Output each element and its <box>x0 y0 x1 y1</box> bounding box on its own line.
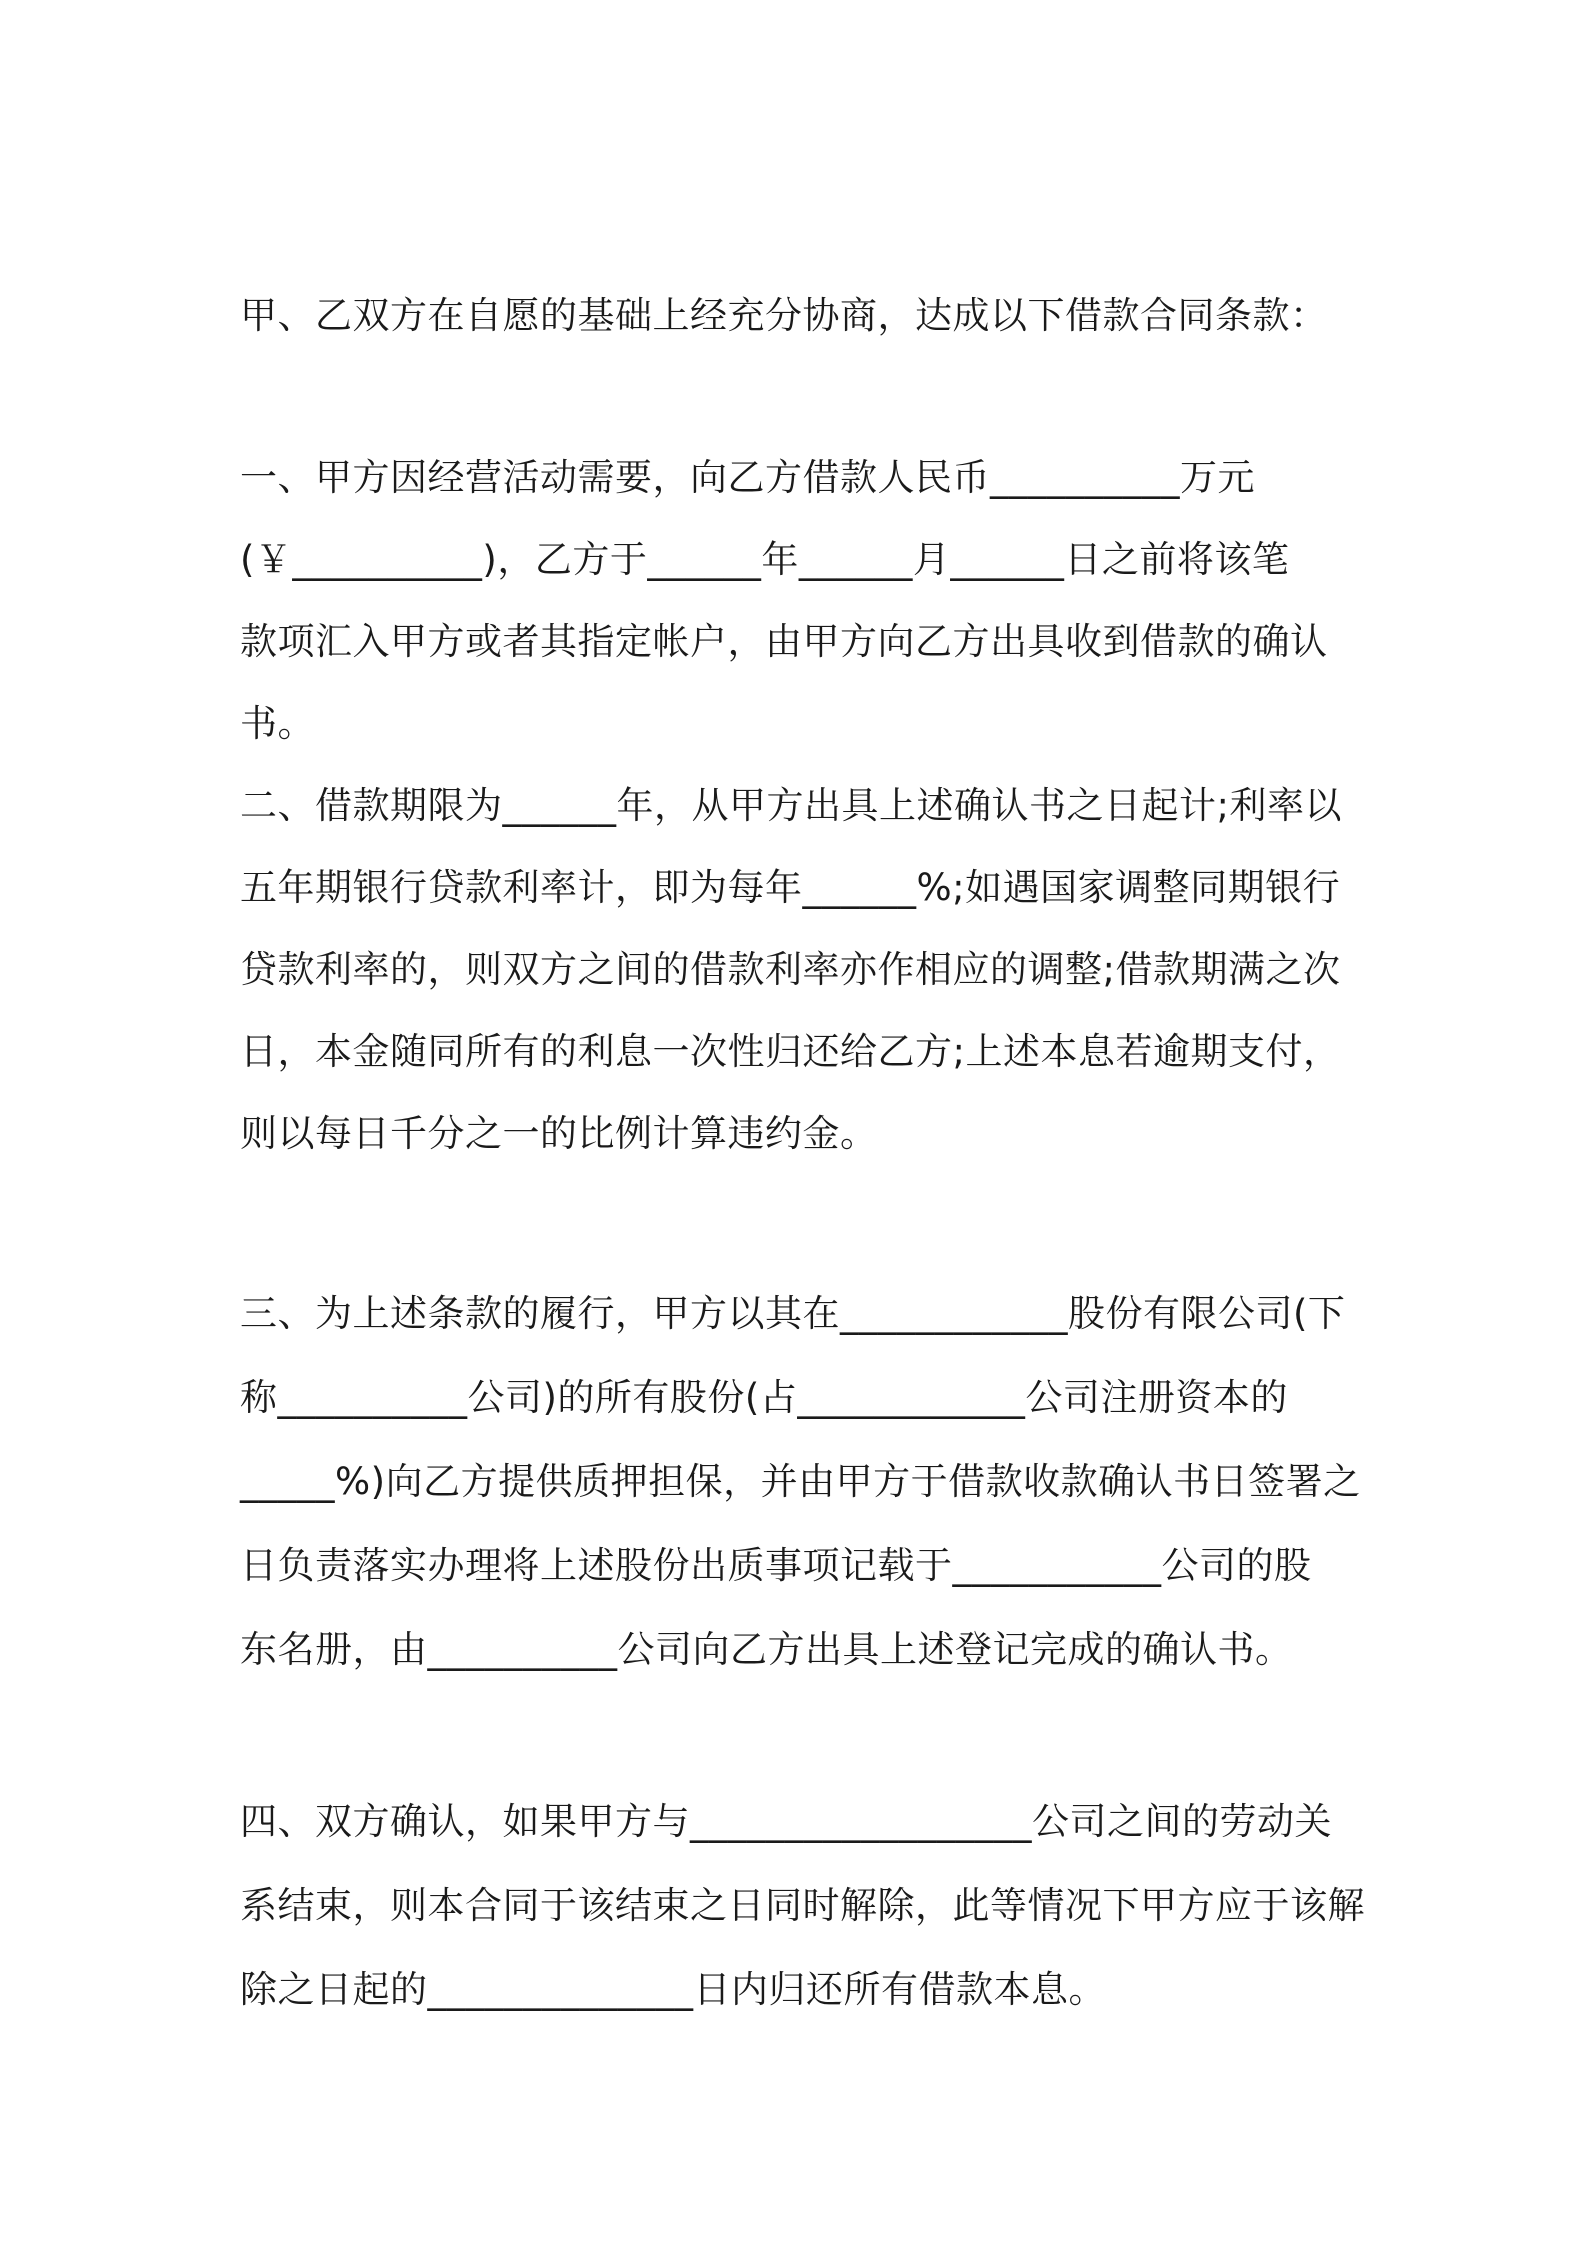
clause-4-line-3: 除之日起的______________日内归还所有借款本息。 <box>240 1968 1106 2011</box>
clause-1-line-3: 款项汇入甲方或者其指定帐户，由甲方向乙方出具收到借款的确认 <box>240 620 1328 663</box>
clause-4-line-1: 四、双方确认，如果甲方与__________________公司之间的劳动关 <box>240 1800 1332 1843</box>
clause-3-line-5: 东名册，由__________公司向乙方出具上述登记完成的确认书。 <box>240 1628 1293 1671</box>
clause-1-line-1: 一、甲方因经营活动需要，向乙方借款人民币__________万元 <box>240 456 1255 499</box>
clause-3-line-2: 称__________公司)的所有股份(占____________公司注册资本的 <box>240 1376 1288 1419</box>
clause-3-line-4: 日负责落实办理将上述股份出质事项记载于___________公司的股 <box>240 1544 1312 1587</box>
intro-line: 甲、乙双方在自愿的基础上经充分协商，达成以下借款合同条款： <box>240 294 1328 337</box>
clause-3-line-3: _____%)向乙方提供质押担保，并由甲方于借款收款确认书日签署之 <box>240 1460 1361 1503</box>
clause-2-line-2: 五年期银行贷款利率计，即为每年______%;如遇国家调整同期银行 <box>240 866 1341 909</box>
clause-2-line-4: 日，本金随同所有的利息一次性归还给乙方;上述本息若逾期支付， <box>240 1030 1341 1073</box>
clause-4-line-2: 系结束，则本合同于该结束之日同时解除，此等情况下甲方应于该解 <box>240 1884 1365 1927</box>
clause-2-line-5: 则以每日千分之一的比例计算违约金。 <box>240 1112 878 1155</box>
clause-3-line-1: 三、为上述条款的履行，甲方以其在____________股份有限公司(下 <box>240 1292 1346 1335</box>
clause-2-line-1: 二、借款期限为______年，从甲方出具上述确认书之日起计;利率以 <box>240 784 1342 827</box>
clause-1-line-4: 书。 <box>240 702 315 745</box>
clause-2-line-3: 贷款利率的，则双方之间的借款利率亦作相应的调整;借款期满之次 <box>240 948 1341 991</box>
clause-1-line-2: (￥__________)，乙方于______年______月______日之前将该笔 <box>240 538 1290 581</box>
